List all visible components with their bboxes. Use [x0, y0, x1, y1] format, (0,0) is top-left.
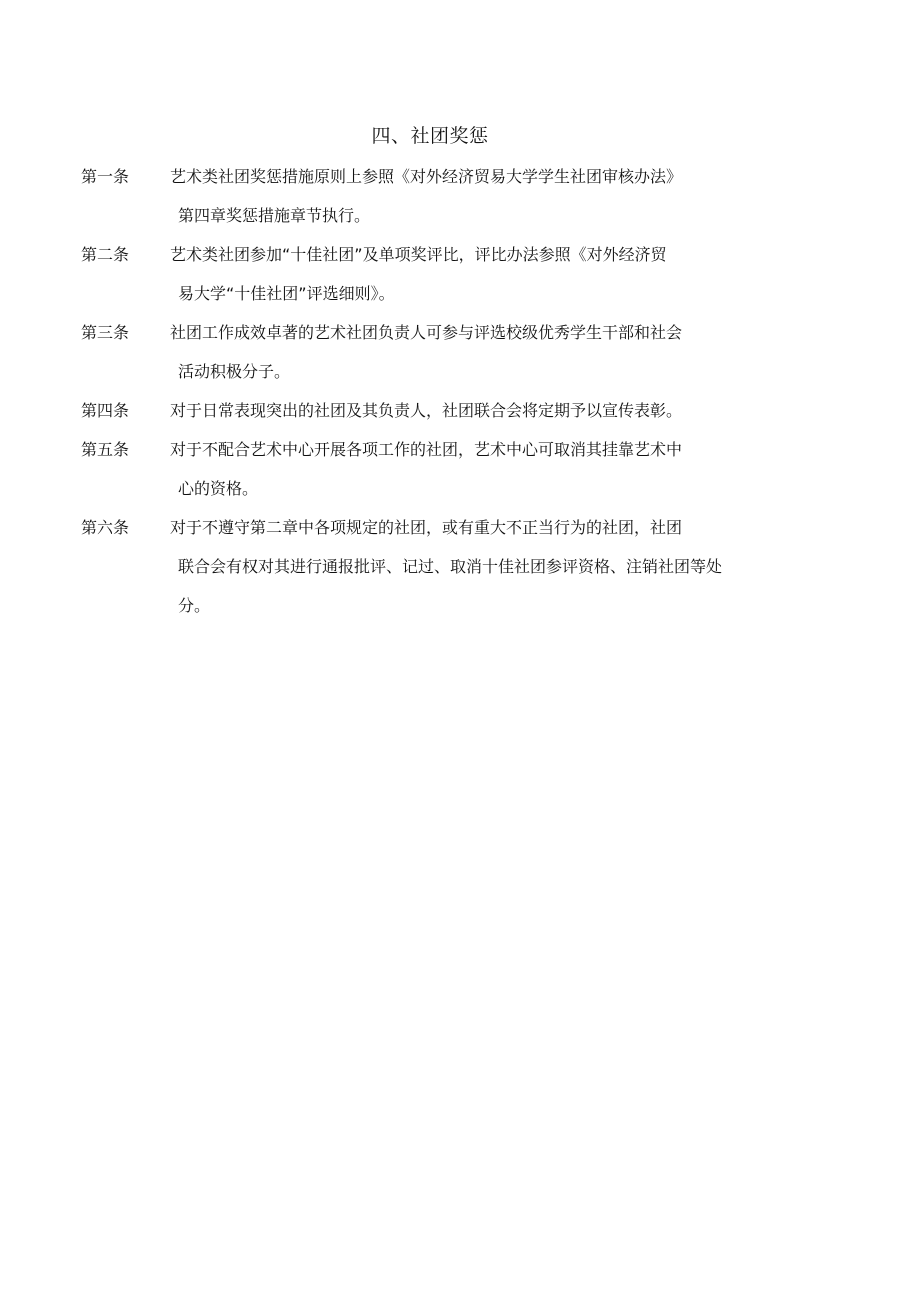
article-label: 第五条	[81, 440, 130, 459]
article-text-line: 联合会有权对其进行通报批评、记过、取消十佳社团参评资格、注销社团等处	[178, 557, 723, 576]
section-title: 四、社团奖惩	[371, 125, 489, 147]
article-text-line: 艺术类社团奖惩措施原则上参照《对外经济贸易大学学生社团审核办法》	[170, 167, 683, 186]
article-label: 第一条	[81, 167, 130, 186]
article-text-line: 对于不配合艺术中心开展各项工作的社团，艺术中心可取消其挂靠艺术中	[170, 440, 683, 459]
article-text-line: 艺术类社团参加“十佳社团”及单项奖评比，评比办法参照《对外经济贸	[170, 245, 667, 264]
article-text-line: 社团工作成效卓著的艺术社团负责人可参与评选校级优秀学生干部和社会	[170, 323, 683, 342]
article-text-line: 易大学“十佳社团”评选细则》。	[178, 284, 395, 303]
article-text-line: 对于日常表现突出的社团及其负责人，社团联合会将定期予以宣传表彰。	[170, 401, 683, 420]
article-label: 第二条	[81, 245, 130, 264]
article-text-line: 对于不遵守第二章中各项规定的社团，或有重大不正当行为的社团，社团	[170, 518, 683, 537]
article-label: 第六条	[81, 518, 130, 537]
article-text-line: 分。	[178, 596, 211, 615]
article-text-line: 活动积极分子。	[178, 362, 291, 381]
article-text-line: 心的资格。	[178, 479, 259, 498]
article-label: 第三条	[81, 323, 130, 342]
article-label: 第四条	[81, 401, 130, 420]
article-text-line: 第四章奖惩措施章节执行。	[178, 206, 371, 225]
